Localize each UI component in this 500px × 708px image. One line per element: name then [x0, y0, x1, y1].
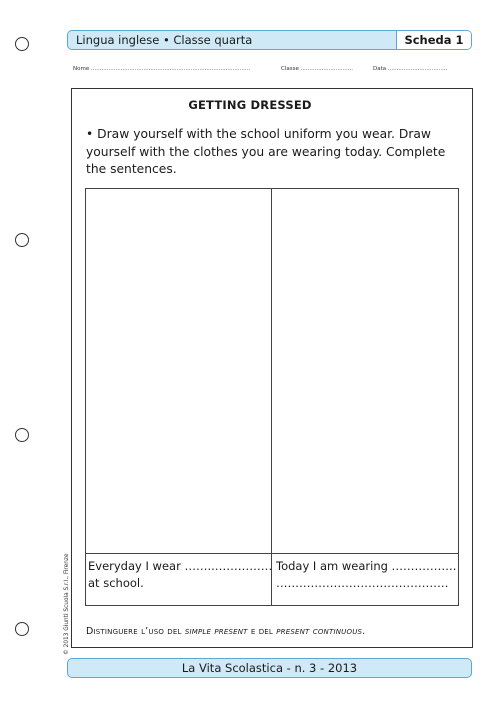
- grid-divider-vertical: [271, 188, 272, 606]
- copyright-notice: © 2013 Giunti Scuola S.r.l., Firenze: [64, 553, 70, 655]
- left-sentence-cell: [88, 558, 272, 592]
- grid-divider-horizontal: [85, 553, 459, 554]
- left-sentence-line1: Everyday I wear ……..……………: [88, 559, 273, 573]
- note-term-present-continuous: present continuous: [276, 626, 363, 637]
- exercise-instruction: • Draw yourself with the school uniform you wear. Draw yourself with the clothes you are wearing today. Complete the sentences.: [86, 127, 446, 176]
- binder-hole-1: [15, 37, 29, 51]
- date-field: Data ..................................: [373, 66, 448, 72]
- class-field: Classe ..............................: [281, 66, 354, 72]
- note-term-simple-present: simple present: [184, 626, 248, 637]
- footer-bar: La Vita Scolastica - n. 3 - 2013: [67, 658, 472, 678]
- header-bar: [67, 30, 472, 50]
- drawing-grid: [85, 188, 459, 606]
- sheet-label: Scheda 1: [396, 31, 471, 49]
- note-middle: e del: [247, 626, 277, 637]
- binder-hole-3: [15, 428, 29, 442]
- exercise-title: GETTING DRESSED: [188, 98, 312, 112]
- note-suffix: .: [362, 626, 366, 637]
- right-sentence-line2: ………………………………………: [276, 576, 449, 590]
- right-sentence-cell: [276, 558, 456, 592]
- note-prefix: Distinguere l’uso del: [86, 626, 185, 637]
- name-field: Nome ...........................................................................................: [73, 66, 251, 72]
- grammar-note: [86, 626, 365, 637]
- left-sentence-line2: at school.: [88, 576, 144, 590]
- binder-hole-4: [15, 622, 29, 636]
- right-sentence-line1: Today I am wearing ……………..: [276, 559, 457, 573]
- binder-hole-2: [15, 233, 29, 247]
- subject-label: Lingua inglese • Classe quarta: [76, 33, 253, 47]
